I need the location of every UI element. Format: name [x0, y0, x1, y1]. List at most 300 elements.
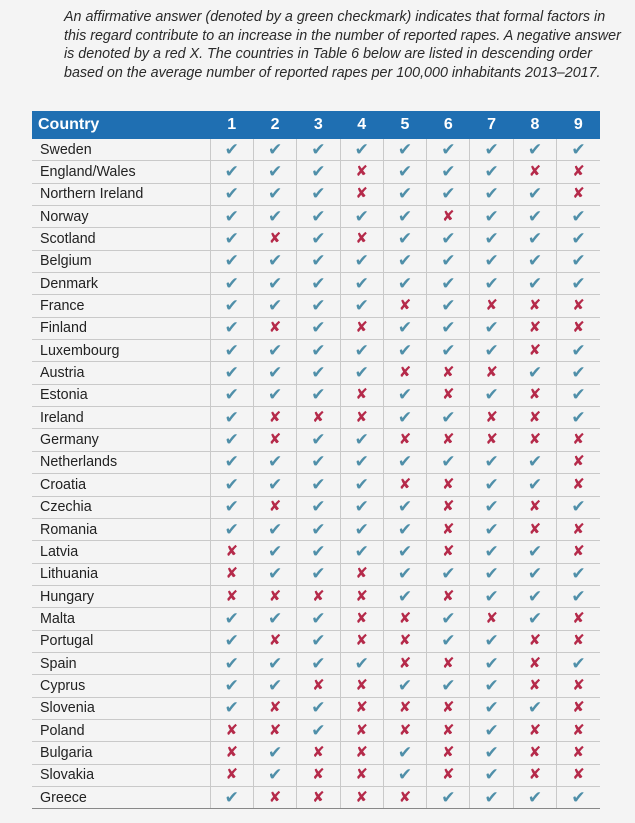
answer-cell — [297, 206, 340, 228]
checkmark-icon: ✔ — [527, 251, 543, 271]
answer-cell — [557, 675, 600, 697]
answer-cell — [297, 764, 340, 786]
answer-cell — [210, 407, 253, 429]
checkmark-icon: ✔ — [484, 273, 499, 293]
answer-cell — [383, 362, 426, 384]
x-mark-icon: ✘ — [528, 676, 542, 694]
answer-cell — [513, 161, 556, 183]
answer-cell — [470, 362, 513, 384]
checkmark-icon: ✔ — [571, 497, 586, 517]
answer-cell — [210, 161, 253, 183]
answer-cell — [253, 474, 296, 496]
checkmark-icon: ✔ — [311, 162, 326, 182]
answer-cell — [297, 585, 340, 607]
checkmark-icon: ✔ — [397, 229, 413, 249]
x-mark-icon: ✘ — [572, 319, 585, 337]
checkmark-icon: ✔ — [527, 273, 543, 293]
answer-cell — [253, 384, 296, 406]
answer-cell — [427, 206, 470, 228]
country-name: Slovenia — [32, 697, 210, 719]
checkmark-icon: ✔ — [397, 742, 413, 762]
x-mark-icon: ✘ — [442, 721, 455, 739]
table-row — [32, 362, 600, 384]
country-name: Malta — [32, 608, 210, 630]
answer-cell — [557, 585, 600, 607]
checkmark-icon: ✔ — [311, 229, 326, 249]
answer-cell — [513, 228, 556, 250]
table-caption: An affirmative answer (denoted by a green checkmark) indicates that formal factors in this regard contribute to an increase in the number of reported rapes. A negative answer is denoted by a red X. The countries in Table 6 below are listed in descending order based on the average number of reported rapes per 100,000 inhabitants 2013–2017. — [64, 9, 621, 81]
answer-cell — [340, 407, 383, 429]
answer-cell — [210, 541, 253, 563]
answer-cell — [210, 474, 253, 496]
answer-cell — [383, 250, 426, 272]
answer-cell — [427, 407, 470, 429]
answer-cell — [383, 407, 426, 429]
answer-cell — [557, 451, 600, 473]
answer-cell — [383, 608, 426, 630]
answer-cell — [253, 563, 296, 585]
checkmark-icon: ✔ — [527, 229, 543, 249]
x-mark-icon: ✘ — [572, 185, 585, 203]
answer-cell — [470, 206, 513, 228]
checkmark-icon: ✔ — [571, 340, 586, 360]
answer-cell — [210, 295, 253, 317]
checkmark-icon: ✔ — [267, 385, 283, 405]
answer-cell — [297, 541, 340, 563]
answer-cell — [513, 585, 556, 607]
answer-cell — [297, 719, 340, 741]
answer-cell — [210, 630, 253, 652]
checkmark-icon: ✔ — [311, 497, 326, 517]
checkmark-icon: ✔ — [267, 564, 283, 584]
answer-cell — [383, 630, 426, 652]
answer-cell — [383, 786, 426, 808]
checkmark-icon: ✔ — [224, 497, 239, 517]
checkmark-icon: ✔ — [267, 541, 283, 561]
answer-cell — [513, 273, 556, 295]
table-row — [32, 608, 600, 630]
answer-cell — [340, 742, 383, 764]
answer-cell — [513, 206, 556, 228]
x-mark-icon: ✘ — [398, 297, 412, 315]
answer-cell — [383, 139, 426, 161]
x-mark-icon: ✘ — [355, 676, 368, 694]
answer-cell — [470, 630, 513, 652]
answer-cell — [297, 630, 340, 652]
checkmark-icon: ✔ — [311, 653, 326, 673]
table-body — [32, 139, 600, 809]
checkmark-icon: ✔ — [224, 206, 239, 226]
checkmark-icon: ✔ — [311, 474, 326, 494]
checkmark-icon: ✔ — [267, 184, 283, 204]
checkmark-icon: ✔ — [397, 184, 413, 204]
checkmark-icon: ✔ — [354, 251, 369, 271]
x-mark-icon: ✘ — [312, 743, 325, 761]
answer-cell — [340, 317, 383, 339]
answer-cell — [383, 206, 426, 228]
answer-cell — [340, 518, 383, 540]
checkmark-icon: ✔ — [571, 206, 586, 226]
answer-cell — [513, 474, 556, 496]
checkmark-icon: ✔ — [311, 541, 326, 561]
checkmark-icon: ✔ — [484, 631, 499, 651]
answer-cell — [297, 786, 340, 808]
x-mark-icon: ✘ — [225, 721, 239, 739]
answer-cell — [427, 362, 470, 384]
x-mark-icon: ✘ — [398, 632, 412, 650]
checkmark-icon: ✔ — [527, 452, 543, 472]
checkmark-icon: ✔ — [527, 184, 543, 204]
checkmark-icon: ✔ — [484, 497, 499, 517]
answer-cell — [253, 161, 296, 183]
x-mark-icon: ✘ — [442, 364, 455, 382]
answer-cell — [383, 161, 426, 183]
answer-cell — [210, 206, 253, 228]
answer-cell — [253, 496, 296, 518]
x-mark-icon: ✘ — [398, 654, 412, 672]
checkmark-icon: ✔ — [224, 318, 239, 338]
x-mark-icon: ✘ — [572, 632, 585, 650]
checkmark-icon: ✔ — [267, 675, 283, 695]
checkmark-icon: ✔ — [224, 519, 239, 539]
checkmark-icon: ✔ — [484, 162, 499, 182]
checkmark-icon: ✔ — [224, 675, 239, 695]
answer-cell — [470, 429, 513, 451]
table-row — [32, 183, 600, 205]
answer-cell — [427, 652, 470, 674]
answer-cell — [513, 496, 556, 518]
answer-cell — [210, 518, 253, 540]
answer-cell — [210, 273, 253, 295]
x-mark-icon: ✘ — [442, 654, 455, 672]
answer-cell — [340, 541, 383, 563]
answer-cell — [253, 518, 296, 540]
x-mark-icon: ✘ — [225, 743, 239, 761]
x-mark-icon: ✘ — [268, 632, 282, 650]
x-mark-icon: ✘ — [528, 654, 542, 672]
answer-cell — [253, 541, 296, 563]
checkmark-icon: ✔ — [484, 787, 499, 807]
x-mark-icon: ✘ — [528, 163, 542, 181]
x-mark-icon: ✘ — [442, 520, 455, 538]
answer-cell — [340, 250, 383, 272]
answer-cell — [253, 451, 296, 473]
checkmark-icon: ✔ — [441, 407, 456, 427]
answer-cell — [557, 652, 600, 674]
answer-cell — [557, 697, 600, 719]
header-col-2: 2 — [253, 111, 296, 139]
table-row — [32, 206, 600, 228]
checkmark-icon: ✔ — [311, 720, 326, 740]
answer-cell — [513, 541, 556, 563]
checkmark-icon: ✔ — [267, 608, 283, 628]
answer-cell — [383, 675, 426, 697]
checkmark-icon: ✔ — [311, 430, 326, 450]
checkmark-icon: ✔ — [224, 787, 239, 807]
checkmark-icon: ✔ — [571, 229, 586, 249]
table-row — [32, 474, 600, 496]
checkmark-icon: ✔ — [571, 586, 586, 606]
table-row — [32, 697, 600, 719]
x-mark-icon: ✘ — [398, 364, 412, 382]
country-name: Austria — [32, 362, 210, 384]
checkmark-icon: ✔ — [484, 206, 499, 226]
x-mark-icon: ✘ — [398, 788, 412, 806]
checkmark-icon: ✔ — [354, 474, 369, 494]
checkmark-icon: ✔ — [441, 787, 456, 807]
answer-cell — [470, 161, 513, 183]
checkmark-icon: ✔ — [571, 363, 586, 383]
answer-cell — [340, 786, 383, 808]
header-col-5: 5 — [383, 111, 426, 139]
checkmark-icon: ✔ — [571, 251, 586, 271]
country-name: Latvia — [32, 541, 210, 563]
checkmark-icon: ✔ — [397, 765, 413, 785]
x-mark-icon: ✘ — [442, 386, 455, 404]
table-row — [32, 675, 600, 697]
checkmark-icon: ✔ — [441, 139, 456, 159]
x-mark-icon: ✘ — [355, 632, 368, 650]
checkmark-icon: ✔ — [527, 541, 543, 561]
checkmark-icon: ✔ — [397, 519, 413, 539]
country-name: Portugal — [32, 630, 210, 652]
answer-cell — [557, 317, 600, 339]
answer-cell — [513, 518, 556, 540]
x-mark-icon: ✘ — [442, 431, 455, 449]
checkmark-icon: ✔ — [484, 452, 499, 472]
answer-cell — [210, 786, 253, 808]
answer-cell — [427, 764, 470, 786]
checkmark-icon: ✔ — [397, 139, 413, 159]
checkmark-icon: ✔ — [397, 318, 413, 338]
answer-cell — [297, 563, 340, 585]
answer-cell — [557, 161, 600, 183]
answer-cell — [340, 206, 383, 228]
answer-cell — [297, 183, 340, 205]
answer-cell — [383, 541, 426, 563]
country-name: Romania — [32, 518, 210, 540]
answer-cell — [297, 295, 340, 317]
checkmark-icon: ✔ — [484, 385, 499, 405]
table-row — [32, 429, 600, 451]
answer-cell — [470, 786, 513, 808]
x-mark-icon: ✘ — [485, 364, 498, 382]
x-mark-icon: ✘ — [528, 498, 542, 516]
checkmark-icon: ✔ — [311, 452, 326, 472]
checkmark-icon: ✔ — [484, 564, 499, 584]
answer-cell — [557, 206, 600, 228]
answer-cell — [427, 608, 470, 630]
checkmark-icon: ✔ — [311, 608, 326, 628]
country-name: England/Wales — [32, 161, 210, 183]
answer-cell — [513, 250, 556, 272]
checkmark-icon: ✔ — [354, 452, 369, 472]
checkmark-icon: ✔ — [441, 318, 456, 338]
checkmark-icon: ✔ — [224, 363, 239, 383]
country-name: Estonia — [32, 384, 210, 406]
checkmark-icon: ✔ — [441, 273, 456, 293]
checkmark-icon: ✔ — [527, 474, 543, 494]
x-mark-icon: ✘ — [528, 319, 542, 337]
checkmark-icon: ✔ — [397, 206, 413, 226]
checkmark-icon: ✔ — [484, 675, 499, 695]
x-mark-icon: ✘ — [355, 386, 368, 404]
x-mark-icon: ✘ — [355, 408, 368, 426]
checkmark-icon: ✔ — [397, 340, 413, 360]
checkmark-icon: ✔ — [224, 452, 239, 472]
answer-cell — [427, 518, 470, 540]
answer-cell — [557, 630, 600, 652]
x-mark-icon: ✘ — [528, 520, 542, 538]
checkmark-icon: ✔ — [441, 229, 456, 249]
checkmark-icon: ✔ — [397, 541, 413, 561]
checkmark-icon: ✔ — [311, 363, 326, 383]
answer-cell — [427, 250, 470, 272]
table-row — [32, 786, 600, 808]
checkmark-icon: ✔ — [441, 608, 456, 628]
answer-cell — [340, 563, 383, 585]
table-row — [32, 541, 600, 563]
answer-cell — [253, 228, 296, 250]
answer-cell — [297, 496, 340, 518]
answer-cell — [557, 228, 600, 250]
checkmark-icon: ✔ — [397, 407, 413, 427]
answer-cell — [340, 675, 383, 697]
x-mark-icon: ✘ — [572, 743, 585, 761]
answer-cell — [470, 585, 513, 607]
country-name: France — [32, 295, 210, 317]
header-col-4: 4 — [340, 111, 383, 139]
x-mark-icon: ✘ — [355, 609, 368, 627]
x-mark-icon: ✘ — [442, 699, 455, 717]
answer-cell — [340, 608, 383, 630]
answer-cell — [427, 429, 470, 451]
checkmark-icon: ✔ — [571, 787, 586, 807]
checkmark-icon: ✔ — [484, 340, 499, 360]
answer-cell — [210, 608, 253, 630]
checkmark-icon: ✔ — [354, 296, 369, 316]
x-mark-icon: ✘ — [572, 766, 585, 784]
answer-cell — [470, 295, 513, 317]
x-mark-icon: ✘ — [268, 408, 282, 426]
answer-cell — [253, 407, 296, 429]
checkmark-icon: ✔ — [267, 206, 283, 226]
answer-cell — [427, 228, 470, 250]
x-mark-icon: ✘ — [442, 542, 455, 560]
answer-cell — [557, 563, 600, 585]
checkmark-icon: ✔ — [571, 564, 586, 584]
header-col-3: 3 — [297, 111, 340, 139]
x-mark-icon: ✘ — [225, 565, 239, 583]
answer-cell — [383, 764, 426, 786]
checkmark-icon: ✔ — [484, 698, 499, 718]
answer-cell — [470, 451, 513, 473]
answer-cell — [557, 273, 600, 295]
answer-cell — [297, 384, 340, 406]
country-name: Cyprus — [32, 675, 210, 697]
answer-cell — [557, 183, 600, 205]
answer-cell — [470, 139, 513, 161]
header-country: Country — [32, 111, 210, 139]
checkmark-icon: ✔ — [311, 385, 326, 405]
answer-cell — [557, 719, 600, 741]
answer-cell — [383, 183, 426, 205]
x-mark-icon: ✘ — [528, 431, 542, 449]
checkmark-icon: ✔ — [311, 184, 326, 204]
checkmark-icon: ✔ — [354, 273, 369, 293]
answer-cell — [340, 228, 383, 250]
answer-cell — [557, 429, 600, 451]
answer-cell — [253, 697, 296, 719]
checkmark-icon: ✔ — [441, 564, 456, 584]
answer-cell — [513, 764, 556, 786]
checkmark-icon: ✔ — [224, 251, 239, 271]
checkmark-icon: ✔ — [224, 631, 239, 651]
answer-cell — [427, 451, 470, 473]
x-mark-icon: ✘ — [225, 587, 239, 605]
answer-cell — [557, 764, 600, 786]
answer-cell — [253, 362, 296, 384]
checkmark-icon: ✔ — [224, 385, 239, 405]
answer-cell — [253, 295, 296, 317]
table-row — [32, 161, 600, 183]
answer-cell — [513, 786, 556, 808]
answer-cell — [557, 362, 600, 384]
x-mark-icon: ✘ — [355, 163, 368, 181]
checkmark-icon: ✔ — [267, 139, 283, 159]
answer-cell — [210, 697, 253, 719]
checkmark-icon: ✔ — [311, 296, 326, 316]
country-name: Poland — [32, 719, 210, 741]
checkmark-icon: ✔ — [224, 474, 239, 494]
x-mark-icon: ✘ — [572, 431, 585, 449]
checkmark-icon: ✔ — [354, 340, 369, 360]
answer-cell — [210, 563, 253, 585]
x-mark-icon: ✘ — [528, 743, 542, 761]
x-mark-icon: ✘ — [355, 788, 368, 806]
checkmark-icon: ✔ — [354, 139, 369, 159]
checkmark-icon: ✔ — [397, 385, 413, 405]
table-row — [32, 451, 600, 473]
answer-cell — [427, 563, 470, 585]
table-row — [32, 273, 600, 295]
checkmark-icon: ✔ — [397, 452, 413, 472]
checkmark-icon: ✔ — [527, 608, 543, 628]
answer-cell — [297, 161, 340, 183]
checkmark-icon: ✔ — [397, 273, 413, 293]
header-col-6: 6 — [427, 111, 470, 139]
checkmark-icon: ✔ — [484, 742, 499, 762]
answer-cell — [340, 496, 383, 518]
checkmark-icon: ✔ — [354, 430, 369, 450]
answer-cell — [427, 786, 470, 808]
answer-cell — [470, 407, 513, 429]
table-row — [32, 317, 600, 339]
answer-cell — [557, 786, 600, 808]
checkmark-icon: ✔ — [527, 363, 543, 383]
answer-cell — [253, 183, 296, 205]
checkmark-icon: ✔ — [484, 318, 499, 338]
table-row — [32, 563, 600, 585]
answer-cell — [383, 742, 426, 764]
answer-cell — [427, 317, 470, 339]
answer-cell — [513, 742, 556, 764]
answer-cell — [210, 496, 253, 518]
checkmark-icon: ✔ — [484, 765, 499, 785]
x-mark-icon: ✘ — [442, 475, 455, 493]
answer-cell — [210, 139, 253, 161]
answer-cell — [253, 340, 296, 362]
